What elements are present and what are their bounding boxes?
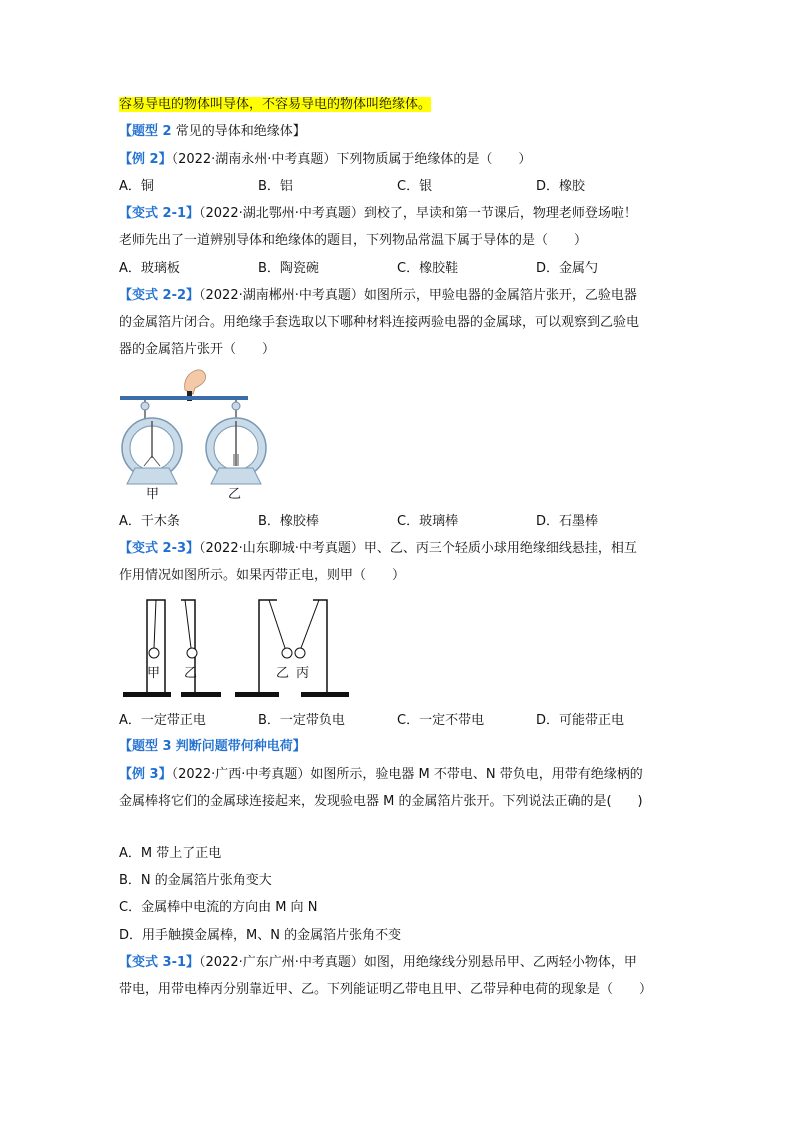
variant-2-1-question: [119, 205, 637, 223]
variant-2-3-line2: [119, 567, 405, 585]
example-3-question: [119, 766, 643, 784]
ball-label-yi-right: 乙: [276, 666, 290, 681]
question-text: （2022·湖南永州·中考真题）下列物质属于绝缘体的是（ ）: [171, 152, 532, 167]
highlighted-definition: 容易导电的物体叫导体，不容易导电的物体叫绝缘体。: [119, 97, 432, 112]
question-text: 作用情况如图所示。如果丙带正电，则甲（ ）: [119, 568, 406, 583]
option-c: C．橡胶鞋: [397, 261, 459, 276]
variant-tag: 【变式 2-2】: [119, 288, 200, 303]
figure-label-yi: 乙: [228, 487, 242, 502]
ball-label-yi-left: 乙: [184, 666, 198, 681]
option-d: D．橡胶: [536, 179, 586, 194]
variant-2-1-options: [119, 260, 699, 278]
variant-2-3-question: [119, 540, 637, 558]
option-c: C．银: [397, 179, 433, 194]
example-3-option-d: D．用手触摸金属棒，M、N 的金属箔片张角不变: [119, 928, 402, 943]
example-tag: 【例 2】: [119, 152, 172, 167]
option-a: A．一定带正电: [119, 713, 206, 728]
option-b: B．陶瓷碗: [258, 261, 319, 276]
variant-2-1-line2: [119, 232, 587, 250]
variant-2-2-line3: [119, 341, 275, 359]
question-text: （2022·广东广州·中考真题）如图，用绝缘线分别悬吊甲、乙两轻小物体，甲: [199, 955, 637, 970]
section-tag: 【题型 2: [119, 124, 172, 139]
variant-tag: 【变式 2-1】: [119, 206, 200, 221]
ball-label-jia: 甲: [147, 666, 161, 681]
question-text: 器的金属箔片张开（ ）: [119, 342, 276, 357]
variant-3-1-question: [119, 954, 637, 972]
example-2-question: [119, 151, 531, 169]
section-heading-2: [119, 123, 306, 141]
question-text: 带电，用带电棒丙分别靠近甲、乙。下列能证明乙带电且甲、乙带异种电荷的现象是（ ）: [119, 982, 653, 997]
figure-label-jia: 甲: [146, 487, 160, 502]
definition-line: [119, 96, 431, 114]
question-text: 老师先出了一道辨别导体和绝缘体的题目，下列物品常温下属于导体的是（ ）: [119, 233, 588, 248]
variant-tag: 【变式 3-1】: [119, 955, 200, 970]
option-c: C．一定不带电: [397, 713, 485, 728]
option-a: A．干木条: [119, 514, 180, 529]
example-tag: 【例 3】: [119, 767, 172, 782]
section-heading-3: [119, 738, 306, 756]
section-title: 判断问题带何种电荷】: [175, 739, 306, 754]
variant-2-3-options: [119, 712, 699, 730]
variant-2-2-question: [119, 287, 637, 305]
ball-label-bing: 丙: [296, 666, 310, 681]
option-a: A．铜: [119, 179, 154, 194]
section-tag: 【题型 3: [119, 739, 172, 754]
option-b: B．一定带负电: [258, 713, 345, 728]
option-b: B．铝: [258, 179, 293, 194]
option-d: D．可能带正电: [536, 713, 625, 728]
example-3-option-b: B．N 的金属箔片张角变大: [119, 873, 272, 888]
section-title: 常见的导体和绝缘体】: [175, 124, 306, 139]
question-text: 的金属箔片闭合。用绝缘手套选取以下哪种材料连接两验电器的金属球，可以观察到乙验电: [119, 315, 640, 330]
option-b: B．橡胶棒: [258, 514, 319, 529]
option-d: D．石墨棒: [536, 514, 599, 529]
question-text: （2022·山东聊城·中考真题）甲、乙、丙三个轻质小球用绝缘细线悬挂，相互: [199, 541, 637, 556]
variant-2-2-options: [119, 513, 699, 531]
option-a: A．玻璃板: [119, 261, 180, 276]
hanging-balls-figure: [119, 594, 359, 704]
question-text: （2022·湖南郴州·中考真题）如图所示，甲验电器的金属箔片张开，乙验电器: [199, 288, 637, 303]
question-text: 金属棒将它们的金属球连接起来，发现验电器 M 的金属箔片张开。下列说法正确的是( ): [119, 794, 643, 809]
question-text: （2022·湖北鄂州·中考真题）到校了，早读和第一节课后，物理老师登场啦！: [199, 206, 637, 221]
example-3-line2: [119, 793, 643, 811]
option-c: C．玻璃棒: [397, 514, 459, 529]
variant-tag: 【变式 2-3】: [119, 541, 200, 556]
question-text: （2022·广西·中考真题）如图所示，验电器 M 不带电、N 带负电，用带有绝缘柄的: [171, 767, 643, 782]
example-3-option-c: C．金属棒中电流的方向由 M 向 N: [119, 900, 318, 915]
electroscope-figure: [115, 366, 275, 506]
example-2-options: [119, 178, 699, 196]
example-3-option-a: A．M 带上了正电: [119, 846, 222, 861]
option-d: D．金属勺: [536, 261, 599, 276]
variant-3-1-line2: [119, 981, 652, 999]
variant-2-2-line2: [119, 314, 639, 332]
